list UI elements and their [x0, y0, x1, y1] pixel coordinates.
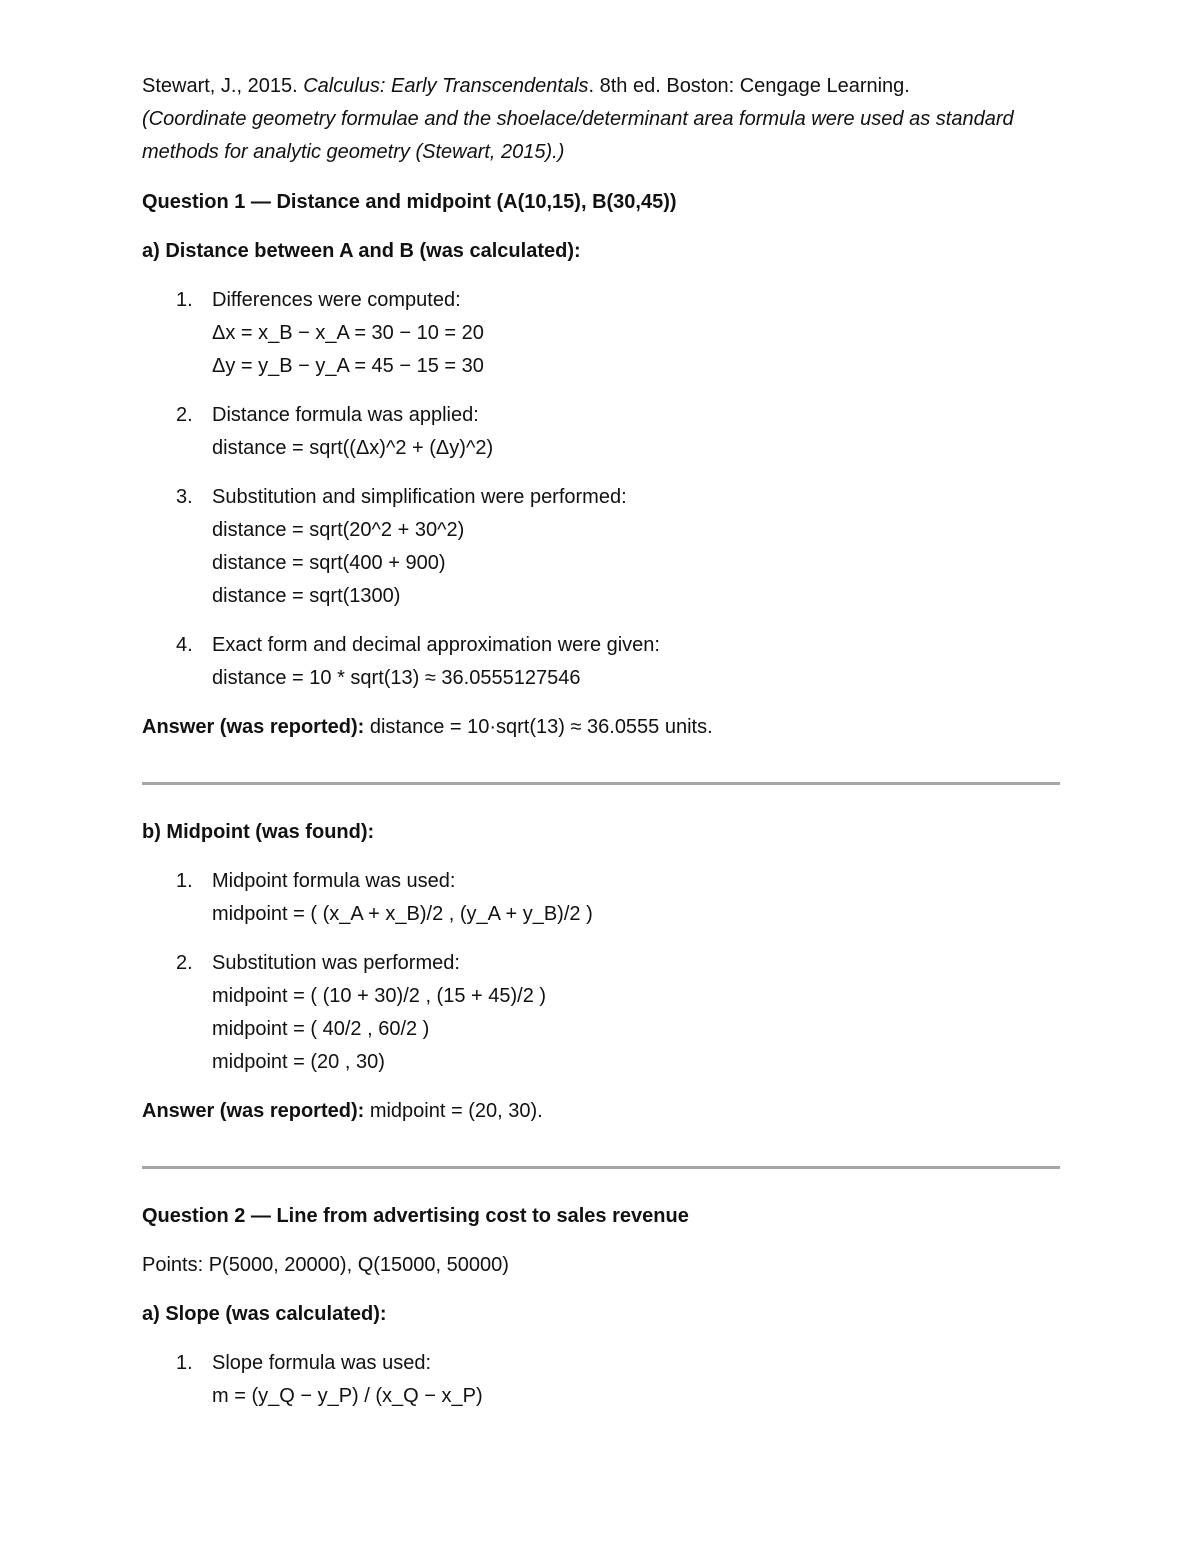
step-item — [142, 865, 1060, 931]
step-equation: midpoint = ( (10 + 30)/2 , (15 + 45)/2 ) — [212, 985, 547, 1007]
step-description: Exact form and decimal approximation were given: — [212, 634, 660, 656]
step-equation: distance = sqrt(400 + 900) — [212, 552, 446, 574]
q1b-answer-label: Answer (was reported): — [142, 1100, 365, 1122]
step-lines — [212, 481, 627, 613]
section-divider — [142, 1166, 1060, 1169]
reference-note: (Coordinate geometry formulae and the shoelace/determinant area formula were used as standard methods for analytic geometry (Stewart, 2015).) — [142, 108, 1014, 163]
step-description: Differences were computed: — [212, 289, 461, 311]
question-1-heading: Question 1 — Distance and midpoint (A(10,15), B(30,45)) — [142, 191, 677, 213]
step-equation: m = (y_Q − y_P) / (x_Q − x_P) — [212, 1385, 483, 1407]
step-number-label: 3. — [176, 486, 193, 508]
step-number-label: 4. — [176, 634, 193, 656]
q1a-answer-text: distance = 10·sqrt(13) ≈ 36.0555 units. — [364, 716, 713, 738]
step-number — [142, 481, 212, 613]
q1b-answer — [142, 1095, 1060, 1128]
step-number-label: 2. — [176, 952, 193, 974]
step-number-label: 1. — [176, 870, 193, 892]
q1b-heading: b) Midpoint (was found): — [142, 821, 375, 843]
step-equation: distance = sqrt((Δx)^2 + (Δy)^2) — [212, 437, 494, 459]
step-lines — [212, 284, 484, 383]
reference-citation — [142, 70, 1060, 169]
step-item — [142, 629, 1060, 695]
step-description: Substitution and simplification were performed: — [212, 486, 627, 508]
step-lines — [212, 865, 593, 931]
step-item — [142, 284, 1060, 383]
step-number — [142, 865, 212, 931]
step-equation: distance = 10 * sqrt(13) ≈ 36.0555127546 — [212, 667, 581, 689]
step-lines — [212, 629, 660, 695]
step-item — [142, 481, 1060, 613]
document-page — [142, 70, 1060, 1429]
q1b-answer-text: midpoint = (20, 30). — [364, 1100, 543, 1122]
question-2-heading: Question 2 — Line from advertising cost to sales revenue — [142, 1205, 689, 1227]
step-item — [142, 399, 1060, 465]
step-equation: midpoint = ( (x_A + x_B)/2 , (y_A + y_B)/2 ) — [212, 903, 593, 925]
step-equation: Δx = x_B − x_A = 30 − 10 = 20 — [212, 322, 484, 344]
step-description: Substitution was performed: — [212, 952, 460, 974]
step-item — [142, 947, 1060, 1079]
step-equation: midpoint = (20 , 30) — [212, 1051, 385, 1073]
step-description: Distance formula was applied: — [212, 404, 479, 426]
q2-points: Points: P(5000, 20000), Q(15000, 50000) — [142, 1254, 509, 1276]
q1a-answer-label: Answer (was reported): — [142, 716, 365, 738]
step-number-label: 1. — [176, 289, 193, 311]
step-equation: distance = sqrt(20^2 + 30^2) — [212, 519, 465, 541]
step-number — [142, 629, 212, 695]
step-lines — [212, 1347, 483, 1413]
step-description: Midpoint formula was used: — [212, 870, 456, 892]
step-number-label: 1. — [176, 1352, 193, 1374]
step-number — [142, 947, 212, 1079]
step-lines — [212, 399, 493, 465]
step-equation: Δy = y_B − y_A = 45 − 15 = 30 — [212, 355, 484, 377]
q1b-steps — [142, 865, 1060, 1079]
reference-rest: . 8th ed. Boston: Cengage Learning. — [588, 75, 910, 97]
step-number — [142, 399, 212, 465]
step-description: Slope formula was used: — [212, 1352, 432, 1374]
step-number — [142, 284, 212, 383]
reference-title: Calculus: Early Transcendentals — [303, 75, 589, 97]
q1a-answer — [142, 711, 1060, 744]
q2a-steps — [142, 1347, 1060, 1413]
section-divider — [142, 782, 1060, 785]
step-number-label: 2. — [176, 404, 193, 426]
reference-author: Stewart, J., 2015. — [142, 75, 304, 97]
step-item — [142, 1347, 1060, 1413]
step-number — [142, 1347, 212, 1413]
q2a-heading: a) Slope (was calculated): — [142, 1303, 387, 1325]
step-equation: midpoint = ( 40/2 , 60/2 ) — [212, 1018, 430, 1040]
step-equation: distance = sqrt(1300) — [212, 585, 401, 607]
q1a-heading: a) Distance between A and B (was calculated): — [142, 240, 581, 262]
q1a-steps — [142, 284, 1060, 695]
step-lines — [212, 947, 546, 1079]
